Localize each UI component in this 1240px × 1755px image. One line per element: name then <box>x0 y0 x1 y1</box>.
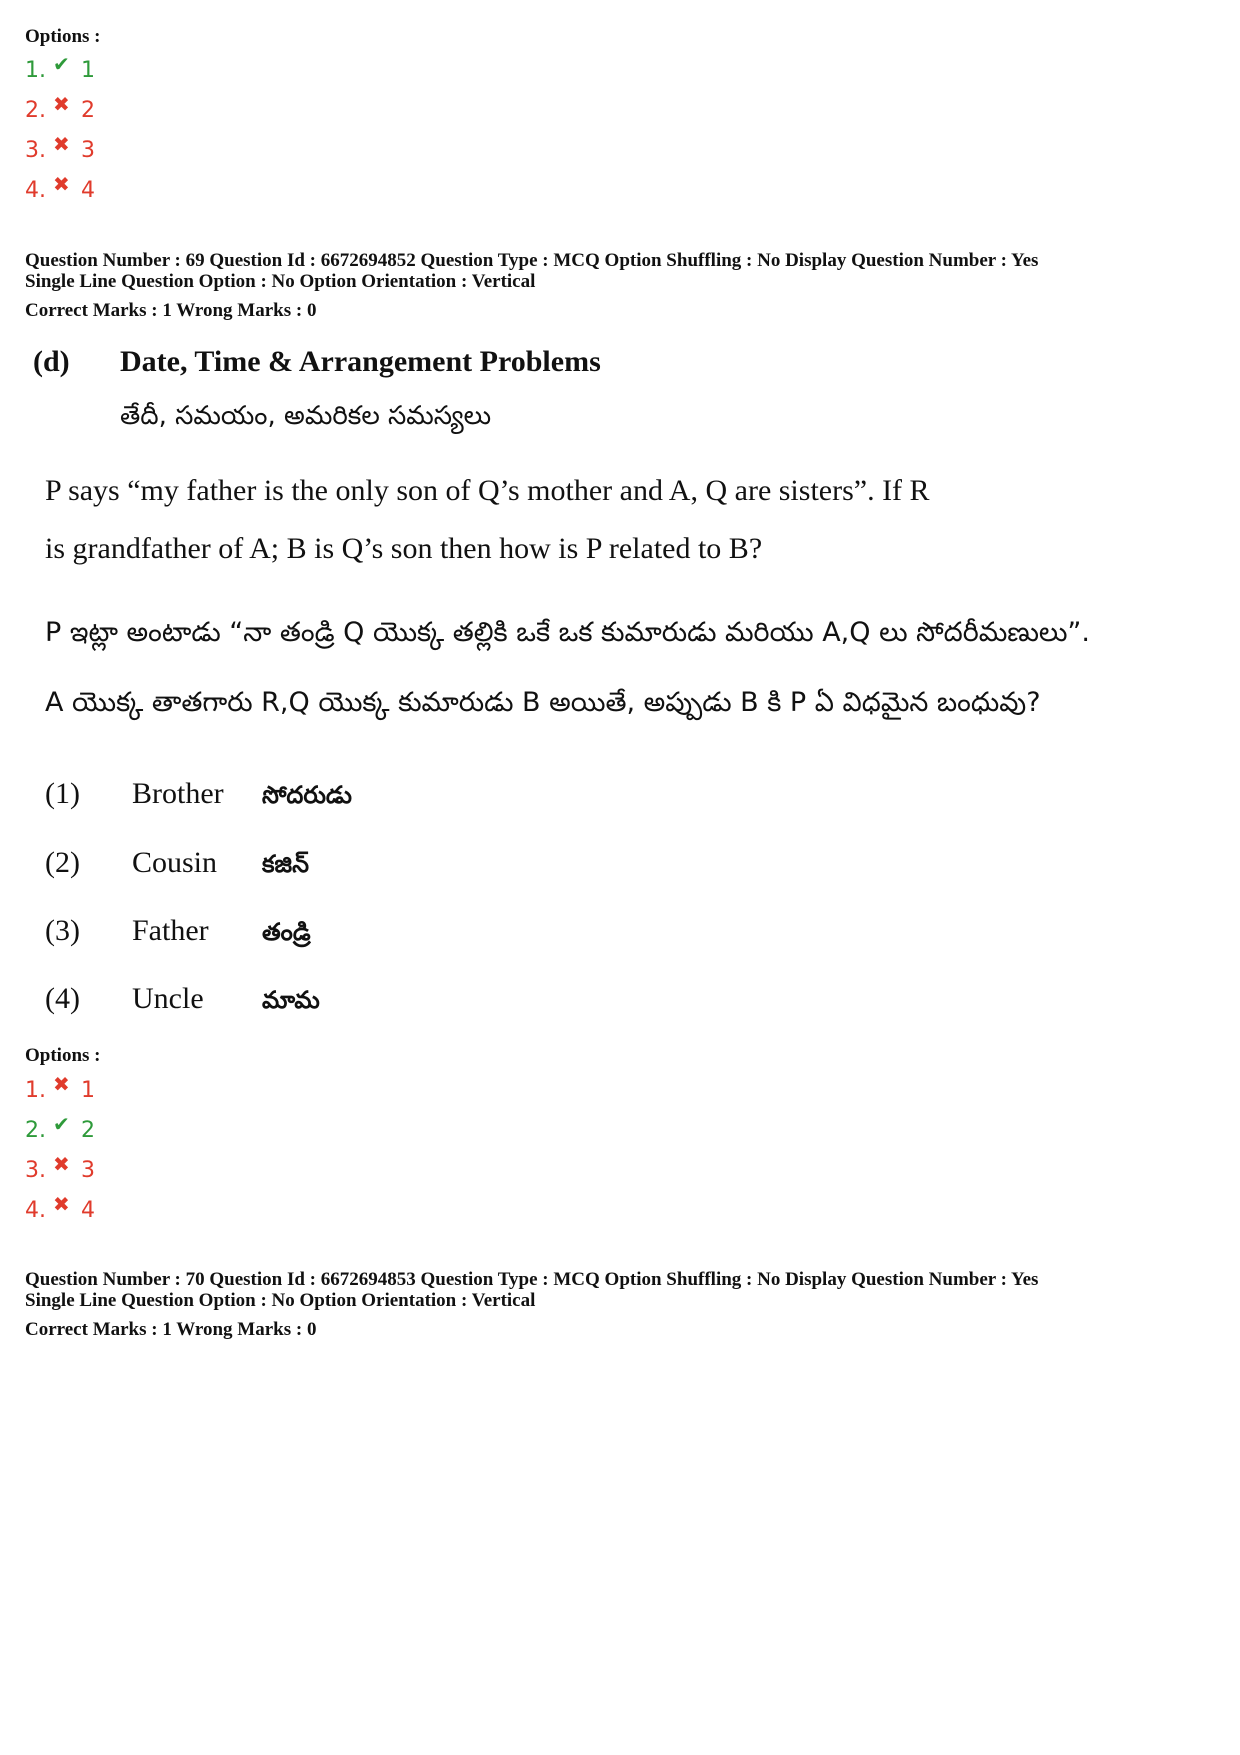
option-label: 3 <box>81 137 95 163</box>
question-text-te-line2: A యొక్క తాతగారు R,Q యొక్క కుమారుడు B అయితే, అప్పుడు B కి P ఏ విధమైన బంధువు? <box>45 687 1041 718</box>
choice-text-te: మామ <box>262 986 320 1014</box>
question-marks: Correct Marks : 1 Wrong Marks : 0 <box>25 300 317 321</box>
option-row-2 <box>25 1112 95 1145</box>
checkmark-icon: ✔ <box>53 1112 70 1136</box>
option-number: 4. <box>25 1197 46 1223</box>
option-row-4 <box>25 172 95 205</box>
question-text-en-line1: P says “my father is the only son of Q’s mother and A, Q are sisters”. If R <box>45 474 930 507</box>
choice-1 <box>45 777 352 815</box>
option-number: 3. <box>25 1157 46 1183</box>
question-meta-line1: Question Number : 70 Question Id : 6672694853 Question Type : MCQ Option Shuffling : No Display Question Number : Yes <box>25 1269 1039 1290</box>
question-text-en-line2: is grandfather of A; B is Q’s son then how is P related to B? <box>45 532 763 565</box>
choice-text-en: Uncle <box>132 982 204 1015</box>
option-row-3 <box>25 132 95 165</box>
options-heading: Options : <box>25 1045 101 1066</box>
choice-text-en: Brother <box>132 777 224 810</box>
choice-text-te: తండ్రి <box>262 918 311 946</box>
option-number: 4. <box>25 177 46 203</box>
checkmark-icon: ✔ <box>53 52 70 76</box>
option-number: 1. <box>25 1077 46 1103</box>
question-marks: Correct Marks : 1 Wrong Marks : 0 <box>25 1319 317 1340</box>
option-row-4 <box>25 1192 95 1225</box>
choice-4 <box>45 982 320 1020</box>
option-number: 1. <box>25 57 46 83</box>
choice-number: (3) <box>45 914 80 947</box>
cross-icon: ✖ <box>53 1072 70 1096</box>
choice-text-en: Cousin <box>132 846 218 879</box>
choice-number: (4) <box>45 982 80 1015</box>
option-number: 3. <box>25 137 46 163</box>
section-label: (d) <box>33 345 70 378</box>
option-row-3 <box>25 1152 95 1185</box>
choice-2 <box>45 846 309 884</box>
option-row-2 <box>25 92 95 125</box>
option-label: 4 <box>81 177 95 203</box>
choice-text-en: Father <box>132 914 209 947</box>
option-label: 1 <box>81 57 95 83</box>
option-label: 4 <box>81 1197 95 1223</box>
option-number: 2. <box>25 97 46 123</box>
option-row-1 <box>25 1072 95 1105</box>
choice-number: (1) <box>45 777 80 810</box>
cross-icon: ✖ <box>53 92 70 116</box>
section-title-telugu: తేదీ, సమయం, అమరికల సమస్యలు <box>120 401 492 431</box>
section-title: Date, Time & Arrangement Problems <box>120 345 601 378</box>
cross-icon: ✖ <box>53 1192 70 1216</box>
options-heading: Options : <box>25 26 101 47</box>
choice-3 <box>45 914 311 952</box>
cross-icon: ✖ <box>53 132 70 156</box>
choice-text-te: సోదరుడు <box>262 781 352 809</box>
cross-icon: ✖ <box>53 1152 70 1176</box>
choice-text-te: కజిన్ <box>262 850 309 878</box>
option-number: 2. <box>25 1117 46 1143</box>
question-meta-line2: Single Line Question Option : No Option Orientation : Vertical <box>25 271 536 292</box>
option-label: 1 <box>81 1077 95 1103</box>
option-row-1 <box>25 52 95 85</box>
question-meta-line2: Single Line Question Option : No Option Orientation : Vertical <box>25 1290 536 1311</box>
cross-icon: ✖ <box>53 172 70 196</box>
option-label: 3 <box>81 1157 95 1183</box>
question-meta-line1: Question Number : 69 Question Id : 6672694852 Question Type : MCQ Option Shuffling : No Display Question Number : Yes <box>25 250 1039 271</box>
choice-number: (2) <box>45 846 80 879</box>
question-text-te-line1: P ఇట్లా అంటాడు “నా తండ్రి Q యొక్క తల్లికి ఒకే ఒక కుమారుడు మరియు A,Q లు సోదరీమణులు”. <box>45 617 1090 648</box>
option-label: 2 <box>81 1117 95 1143</box>
option-label: 2 <box>81 97 95 123</box>
